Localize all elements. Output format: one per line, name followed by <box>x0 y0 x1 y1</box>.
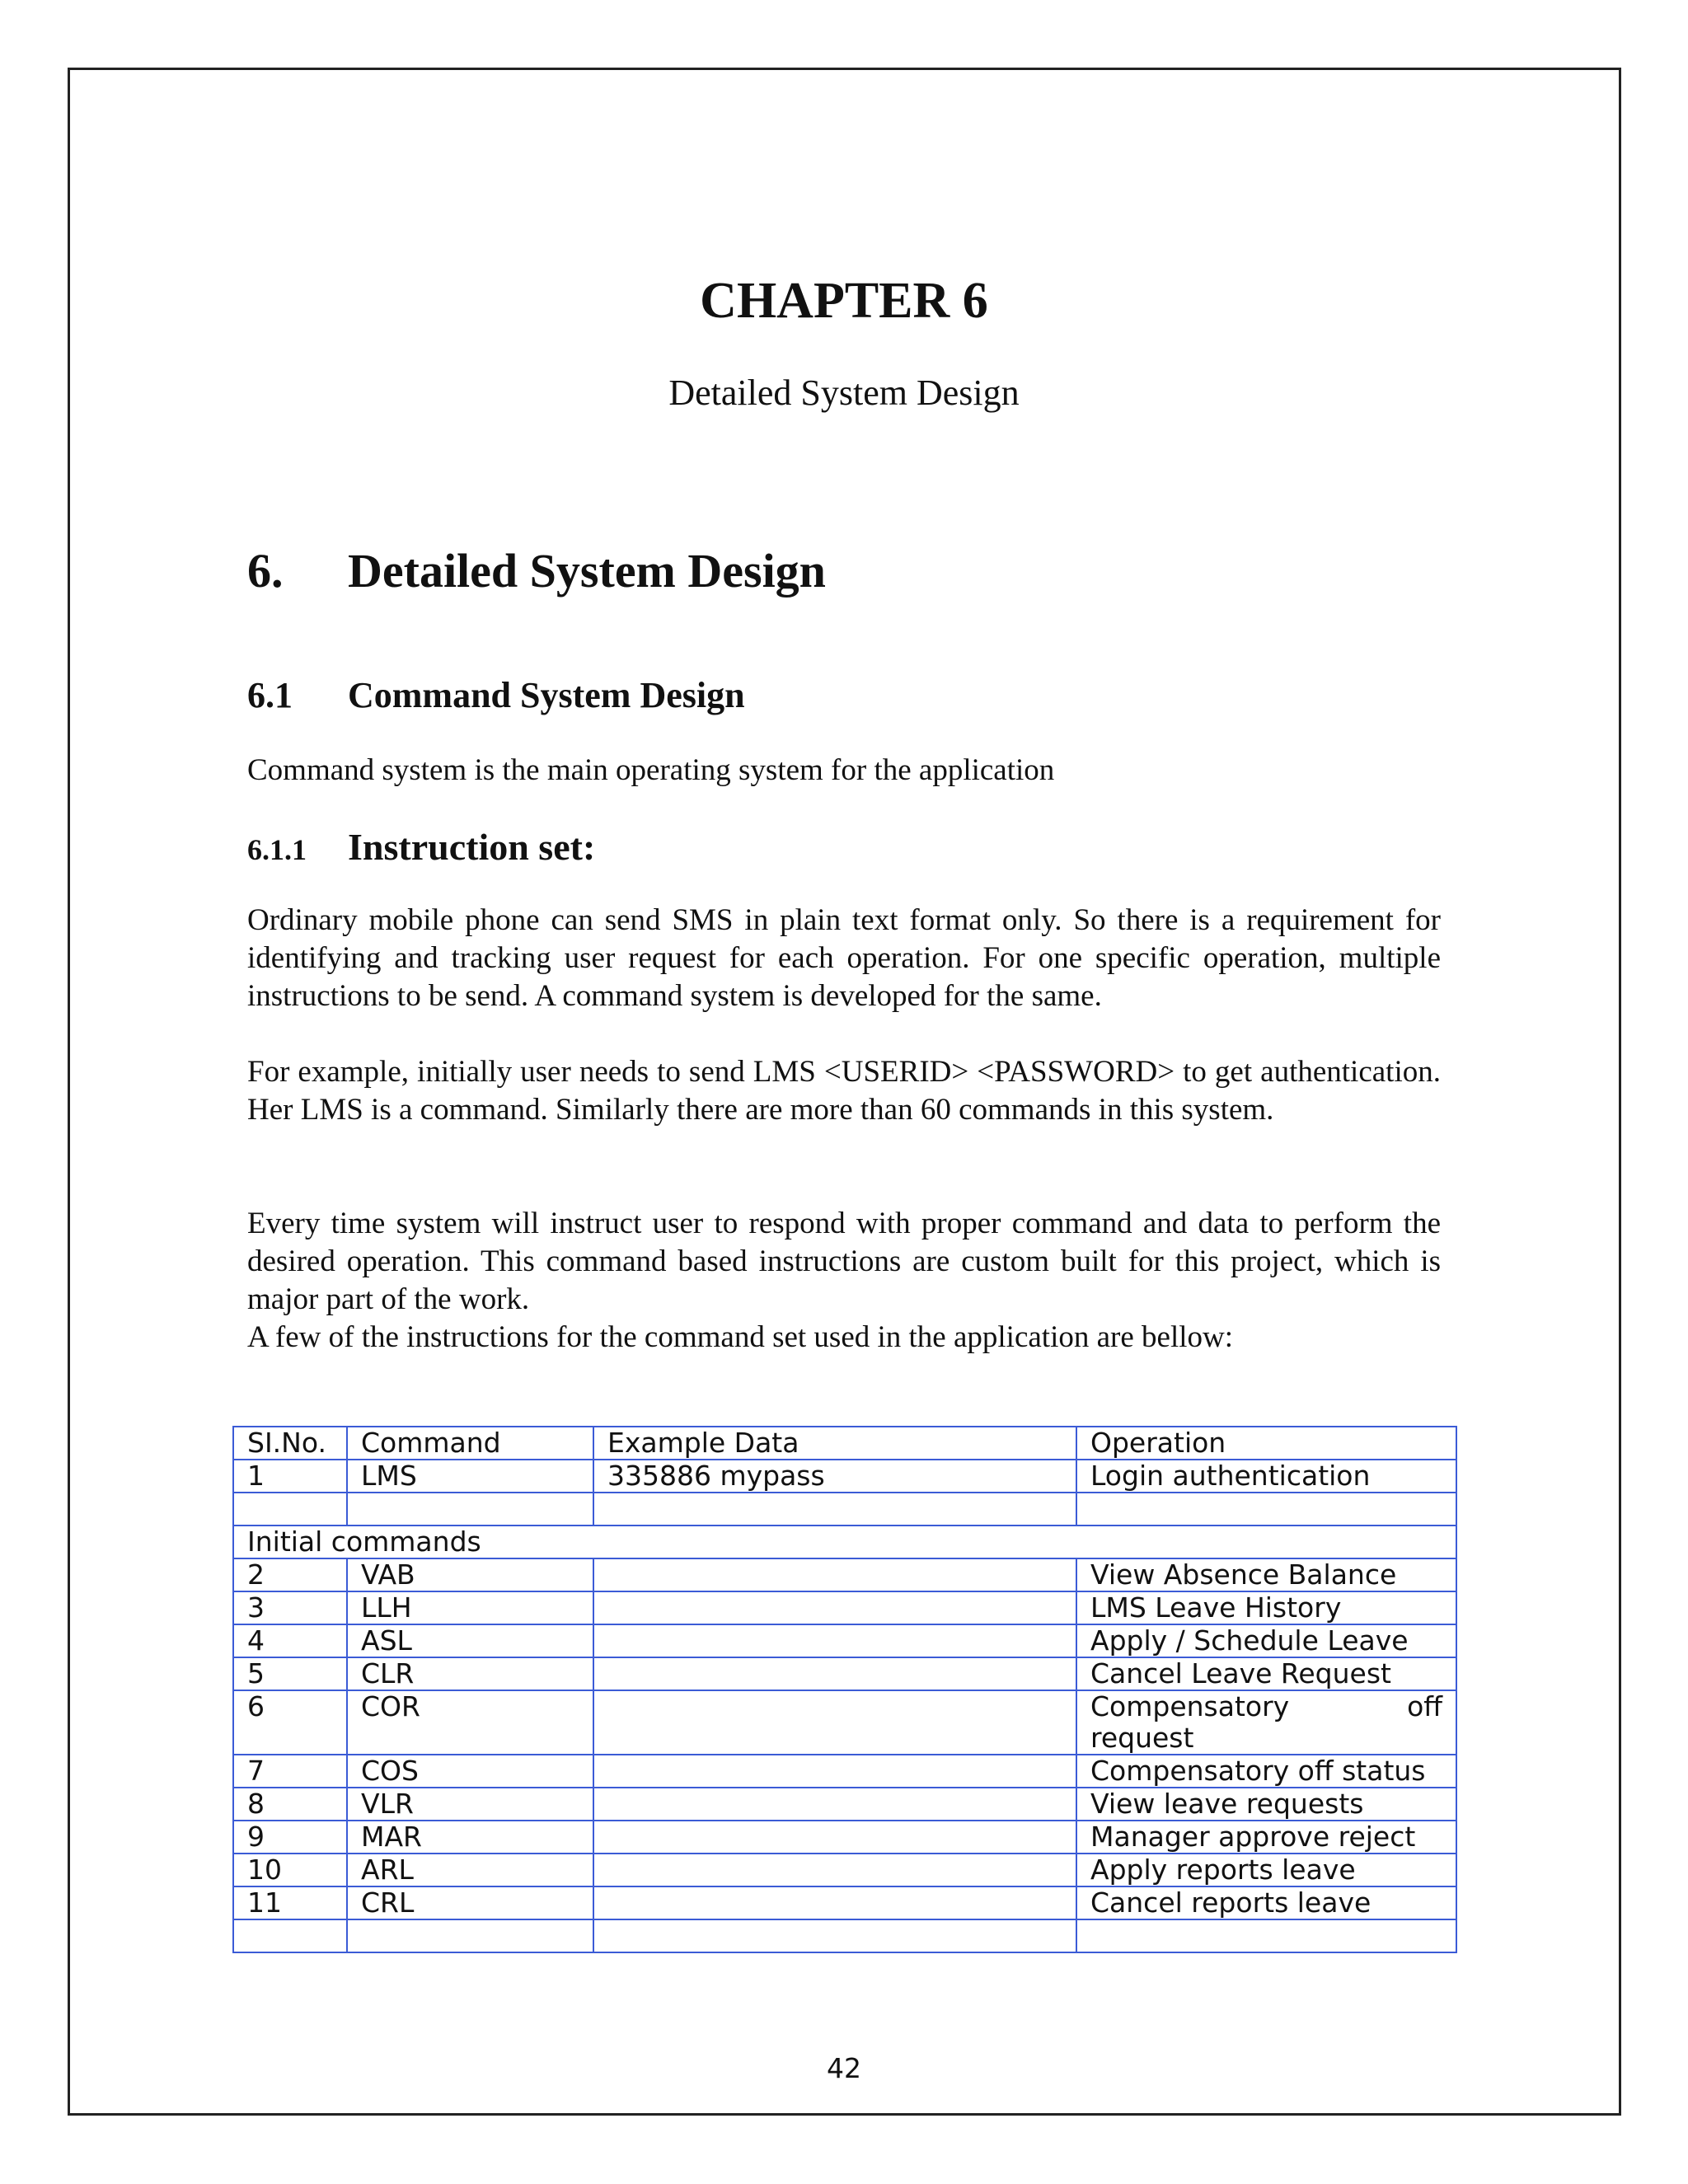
subsubsection-heading <box>247 826 595 878</box>
cell-operation: Manager approve reject <box>1076 1821 1456 1854</box>
section-title: Detailed System Design <box>348 544 826 598</box>
subsubsection-number: 6.1.1 <box>247 833 307 866</box>
cell-command: LLH <box>347 1591 593 1624</box>
chapter-subtitle: Detailed System Design <box>668 373 1020 413</box>
section-heading <box>247 544 826 598</box>
cell-example-data <box>593 1854 1076 1886</box>
table-row <box>233 1854 1456 1886</box>
cell-example-data <box>593 1558 1076 1591</box>
cell-sl-no: 11 <box>233 1886 347 1919</box>
cell-command: LMS <box>347 1460 593 1493</box>
table-header-row <box>233 1427 1456 1460</box>
cell-sl-no: 9 <box>233 1821 347 1854</box>
cell-operation: View leave requests <box>1076 1788 1456 1821</box>
cell-sl-no: 5 <box>233 1657 347 1690</box>
cell-example-data <box>593 1591 1076 1624</box>
paragraph-3: Every time system will instruct user to respond with proper command and data to perform the desired operation. This command based instructions are custom built for this project, which is major part of the work. <box>247 1207 1441 1316</box>
cell-operation: Cancel reports leave <box>1076 1886 1456 1919</box>
table-row <box>233 1624 1456 1657</box>
subsection-intro: Command system is the main operating system for the application <box>247 753 1055 787</box>
cell-operation: LMS Leave History <box>1076 1591 1456 1624</box>
cell-command: MAR <box>347 1821 593 1854</box>
group-label: Initial commands <box>233 1526 1456 1558</box>
cell-operation: Compensatory off request <box>1076 1690 1456 1755</box>
subsection-title: Command System Design <box>348 675 745 715</box>
cell-operation: Compensatory off status <box>1076 1755 1456 1788</box>
paragraph-4: A few of the instructions for the command set used in the application are bellow: <box>247 1320 1234 1354</box>
subsubsection-title: Instruction set: <box>348 826 596 868</box>
table-row <box>233 1690 1456 1755</box>
cell-sl-no: 10 <box>233 1854 347 1886</box>
table-row <box>233 1788 1456 1821</box>
cell-sl-no: 7 <box>233 1755 347 1788</box>
cell-sl-no: 8 <box>233 1788 347 1821</box>
cell-command: ARL <box>347 1854 593 1886</box>
cell-example-data <box>593 1821 1076 1854</box>
table-row <box>233 1558 1456 1591</box>
header-operation: Operation <box>1076 1427 1456 1460</box>
cell-example-data <box>593 1788 1076 1821</box>
table-row <box>233 1591 1456 1624</box>
cell-operation: Apply reports leave <box>1076 1854 1456 1886</box>
paragraph-2: For example, initially user needs to send LMS <USERID> <PASSWORD> to get authentication. Her LMS is a command. Similarly there are more than 60 commands in this system. <box>247 1055 1441 1127</box>
cell-sl-no: 1 <box>233 1460 347 1493</box>
table-row <box>233 1755 1456 1788</box>
table-empty-row <box>233 1493 1456 1526</box>
cell-operation: Cancel Leave Request <box>1076 1657 1456 1690</box>
cell-example-data <box>593 1886 1076 1919</box>
table-group-row <box>233 1526 1456 1558</box>
table-empty-row <box>233 1919 1456 1952</box>
table-row <box>233 1460 1456 1493</box>
subsection-number: 6.1 <box>247 675 293 715</box>
cell-sl-no: 3 <box>233 1591 347 1624</box>
cell-operation: View Absence Balance <box>1076 1558 1456 1591</box>
cell-example-data <box>593 1657 1076 1690</box>
cell-command: COR <box>347 1690 593 1755</box>
cell-command: VLR <box>347 1788 593 1821</box>
cell-sl-no: 4 <box>233 1624 347 1657</box>
cell-operation: Apply / Schedule Leave <box>1076 1624 1456 1657</box>
section-number: 6. <box>247 544 284 598</box>
cell-example-data <box>593 1624 1076 1657</box>
cell-operation: Login authentication <box>1076 1460 1456 1493</box>
header-example-data: Example Data <box>593 1427 1076 1460</box>
table-row <box>233 1657 1456 1690</box>
cell-command: VAB <box>347 1558 593 1591</box>
table-row <box>233 1821 1456 1854</box>
cell-example-data <box>593 1690 1076 1755</box>
cell-example-data <box>593 1755 1076 1788</box>
header-sl-no: SI.No. <box>233 1427 347 1460</box>
paragraph-1: Ordinary mobile phone can send SMS in plain text format only. So there is a requirement for identifying and tracking user request for each operation. For one specific operation, multiple instructions to be send. A command system is developed for the same. <box>247 903 1441 1013</box>
page-number: 42 <box>827 2052 861 2084</box>
cell-sl-no: 2 <box>233 1558 347 1591</box>
chapter-title: CHAPTER 6 <box>700 273 988 329</box>
cell-example-data: 335886 mypass <box>593 1460 1076 1493</box>
cell-sl-no: 6 <box>233 1690 347 1755</box>
subsection-heading <box>247 674 745 717</box>
table-row <box>233 1886 1456 1919</box>
cell-command: ASL <box>347 1624 593 1657</box>
cell-command: CRL <box>347 1886 593 1919</box>
header-command: Command <box>347 1427 593 1460</box>
cell-command: COS <box>347 1755 593 1788</box>
cell-command: CLR <box>347 1657 593 1690</box>
command-table <box>232 1426 1457 1953</box>
